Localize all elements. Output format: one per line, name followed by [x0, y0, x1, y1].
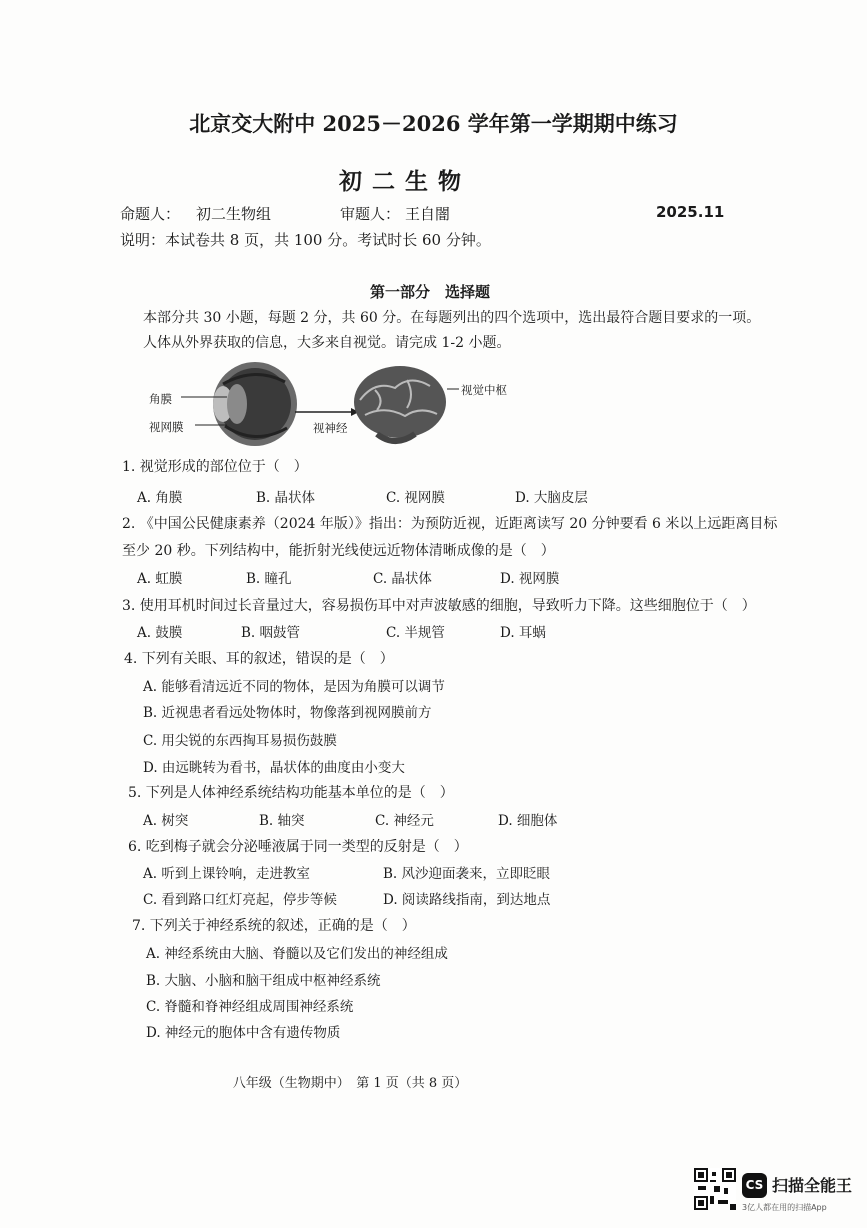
qr-code-icon — [694, 1168, 736, 1210]
part-title: 第一部分 选择题 — [369, 283, 490, 301]
q1-option-d: D. 大脑皮层 — [515, 490, 588, 506]
exam-note: 说明：本试卷共 8 页，共 100 分。考试时长 60 分钟。 — [120, 231, 491, 249]
cornea-label: 角膜 — [149, 392, 172, 406]
subject-title: 初二生物 — [339, 168, 471, 195]
q4-option-a: A. 能够看清远近不同的物体，是因为角膜可以调节 — [143, 679, 445, 695]
question-5: 5. 下列是人体神经系统结构功能基本单位的是（ ） — [128, 785, 454, 801]
q5-option-d: D. 细胞体 — [498, 813, 558, 829]
q3-option-a: A. 鼓膜 — [137, 625, 183, 641]
q6-option-c: C. 看到路口红灯亮起，停步等候 — [143, 892, 337, 908]
q6-option-d: D. 阅读路线指南，到达地点 — [383, 892, 551, 908]
eyeball-image — [213, 362, 297, 446]
optic-nerve-label: 视神经 — [313, 421, 348, 435]
q5-option-c: C. 神经元 — [375, 813, 434, 829]
q6-option-a: A. 听到上课铃响，走进教室 — [143, 866, 310, 882]
question-3: 3. 使用耳机时间过长音量过大，容易损伤耳中对声波敏感的细胞，导致听力下降。这些细胞位于（ ） — [122, 598, 756, 614]
author: 初二生物组 — [196, 205, 272, 223]
question-7: 7. 下列关于神经系统的叙述，正确的是（ ） — [132, 918, 416, 934]
eye-brain-figure — [145, 360, 525, 460]
reviewer-label: 审题人： — [340, 205, 401, 223]
q3-option-b: B. 咽鼓管 — [241, 625, 301, 641]
q4-option-d: D. 由远眺转为看书，晶状体的曲度由小变大 — [143, 760, 405, 776]
part-intro: 本部分共 30 小题，每题 2 分，共 60 分。在每题列出的四个选项中，选出最符合题目要求的一项。 — [143, 310, 761, 326]
q7-option-d: D. 神经元的胞体中含有遗传物质 — [146, 1025, 341, 1041]
question-1: 1. 视觉形成的部位位于（ ） — [122, 459, 308, 475]
q2-option-b: B. 瞳孔 — [246, 571, 292, 587]
page-footer: 八年级（生物期中） 第 1 页（共 8 页） — [232, 1076, 468, 1091]
retina-label: 视网膜 — [149, 420, 184, 434]
q4-option-b: B. 近视患者看远处物体时，物像落到视网膜前方 — [143, 705, 432, 721]
author-label: 命题人： — [120, 205, 181, 223]
scanner-name: 扫描全能王 — [772, 1176, 853, 1195]
q4-option-c: C. 用尖锐的东西掏耳易损伤鼓膜 — [143, 733, 337, 749]
question-2: 2. 《中国公民健康素养（2024 年版）》指出：为预防近视，近距离读写 20 分钟要看 6 米以上远距离目标 — [122, 516, 778, 532]
q1-option-c: C. 视网膜 — [386, 490, 445, 506]
q3-option-c: C. 半规管 — [386, 625, 445, 641]
q5-option-a: A. 树突 — [143, 813, 189, 829]
q2-option-d: D. 视网膜 — [500, 571, 560, 587]
q3-option-d: D. 耳蜗 — [500, 625, 546, 641]
part-intro-2: 人体从外界获取的信息，大多来自视觉。请完成 1-2 小题。 — [143, 335, 511, 351]
q2-option-a: A. 虹膜 — [137, 571, 183, 587]
question-2-line-2: 至少 20 秒。下列结构中，能折射光线使远近物体清晰成像的是（ ） — [122, 543, 555, 559]
exam-title: 北京交大附中 2025－2026 学年第一学期期中练习 — [189, 111, 678, 136]
brain-image — [354, 366, 446, 441]
visual-center-label: 视觉中枢 — [461, 383, 507, 397]
q7-option-c: C. 脊髓和脊神经组成周围神经系统 — [146, 999, 354, 1015]
scanner-logo-icon: CS — [742, 1173, 767, 1198]
question-4: 4. 下列有关眼、耳的叙述，错误的是（ ） — [124, 651, 394, 667]
q6-option-b: B. 风沙迎面袭来，立即眨眼 — [383, 866, 551, 882]
q7-option-a: A. 神经系统由大脑、脊髓以及它们发出的神经组成 — [146, 946, 448, 962]
reviewer: 王自闇 — [405, 205, 451, 223]
exam-date: 2025.11 — [656, 203, 725, 221]
q7-option-b: B. 大脑、小脑和脑干组成中枢神经系统 — [146, 973, 381, 989]
question-6: 6. 吃到梅子就会分泌唾液属于同一类型的反射是（ ） — [128, 839, 468, 855]
q1-option-a: A. 角膜 — [137, 490, 183, 506]
q2-option-c: C. 晶状体 — [373, 571, 432, 587]
q1-option-b: B. 晶状体 — [256, 490, 316, 506]
scanner-slogan: 3亿人都在用的扫描App — [742, 1203, 827, 1212]
q5-option-b: B. 轴突 — [259, 813, 305, 829]
